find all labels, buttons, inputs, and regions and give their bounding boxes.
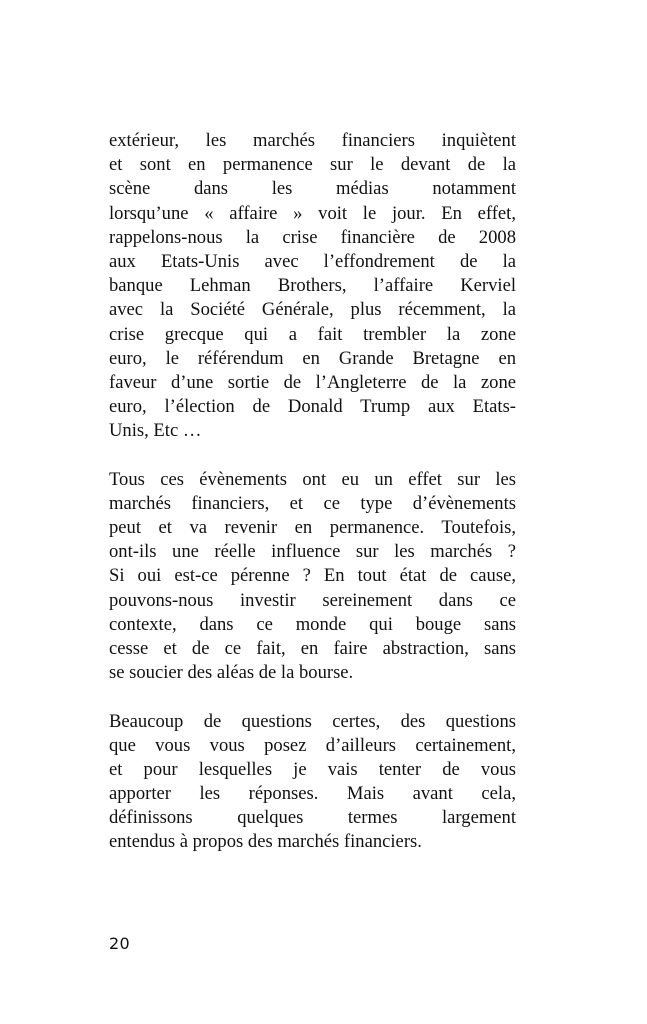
text-line: rappelons-nous la crise financière de 2008 [109,226,516,248]
text-line: cesse et de ce fait, en faire abstraction, sans [109,637,516,659]
text-line: extérieur, les marchés financiers inquiètent [109,130,516,151]
text-line: scène dans les médias notamment [109,178,516,200]
text-line: crise grecque qui a fait trembler la zone [109,323,516,345]
text-line: banque Lehman Brothers, l’affaire Kerviel [109,275,516,297]
text-line: pouvons-nous investir sereinement dans ce [109,589,516,611]
text-line: lorsqu’une « affaire » voit le jour. En effet, [109,202,516,224]
text-line: Tous ces évènements ont eu un effet sur les [109,468,516,490]
paragraph-gap [109,685,516,709]
text-line: ont-ils une réelle influence sur les marchés ? [109,541,516,563]
text-line: aux Etats-Unis avec l’effondrement de la [109,250,516,272]
text-line: que vous vous posez d’ailleurs certainement, [109,734,516,756]
text-line: et sont en permanence sur le devant de la [109,154,516,176]
body-text [109,129,516,855]
text-line: marchés financiers, et ce type d’évènements [109,492,516,514]
text-line: euro, l’élection de Donald Trump aux Etats- [109,396,516,418]
text-line: et pour lesquelles je vais tenter de vous [109,758,516,780]
text-line: Unis, Etc … [109,420,202,442]
text-line: entendus à propos des marchés financiers. [109,831,422,853]
paragraph [109,468,516,686]
text-line: définissons quelques termes largement [109,807,516,829]
text-line: Si oui est-ce pérenne ? En tout état de cause, [109,565,516,587]
paragraph [109,129,516,443]
paragraph-gap [109,443,516,467]
page-number: 20 [109,934,130,953]
text-line: apporter les réponses. Mais avant cela, [109,783,516,805]
text-line: peut et va revenir en permanence. Toutefois, [109,517,516,538]
text-line: Beaucoup de questions certes, des questions [109,710,516,732]
text-line: se soucier des aléas de la bourse. [109,662,354,684]
text-line: faveur d’une sortie de l’Angleterre de la zone [109,371,516,393]
text-line: contexte, dans ce monde qui bouge sans [109,613,516,635]
text-line: euro, le référendum en Grande Bretagne en [109,347,516,369]
paragraph [109,710,516,855]
text-line: avec la Société Générale, plus récemment, la [109,299,516,321]
